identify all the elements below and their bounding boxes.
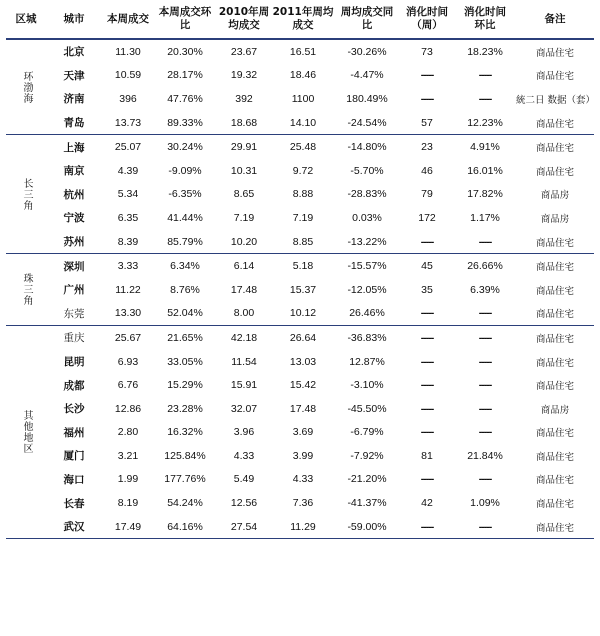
weekly-value: 10.59 [114, 69, 142, 82]
digest-value: ----- [420, 331, 434, 344]
note-text: 商品住宅 [535, 143, 574, 155]
avg2011-value: 3.69 [292, 426, 314, 439]
table-row [6, 111, 594, 135]
city-name: 长春 [63, 497, 85, 510]
weekly-value: 13.30 [102, 302, 154, 326]
table-row [6, 444, 594, 468]
wow-value: 8.76% [170, 283, 200, 296]
avg2010-value: 12.56 [230, 497, 258, 510]
digest-wow-value: ----- [454, 230, 516, 254]
yoy-value: -6.79% [350, 426, 384, 439]
weekly-value: 12.86 [114, 402, 142, 415]
wow-value: -9.09% [168, 164, 202, 177]
digest-wow-value: ----- [478, 92, 492, 105]
avg2011-value: 9.72 [292, 164, 314, 177]
col-header-note: 备注 [516, 0, 594, 39]
avg2010-value: 29.91 [230, 141, 258, 154]
note-text: 商品住宅 [535, 285, 574, 297]
digest-value: 42 [421, 497, 433, 510]
wow-value: 28.17% [167, 69, 203, 82]
avg2011-value: 8.88 [292, 188, 314, 201]
digest-wow-value: 16.01% [467, 164, 503, 177]
table-row [6, 64, 594, 88]
avg2011-value: 14.10 [272, 111, 334, 135]
wow-value: 20.30% [167, 45, 203, 58]
table-row [6, 491, 594, 515]
weekly-value: 11.30 [115, 45, 141, 58]
table-row [6, 278, 594, 302]
digest-wow-value: 18.23% [467, 45, 503, 58]
table-row [6, 373, 594, 397]
avg2011-value: 13.03 [289, 355, 317, 368]
yoy-value: -5.70% [350, 164, 384, 177]
avg2011-value: 15.37 [289, 283, 317, 296]
yoy-value: -21.20% [347, 473, 387, 486]
digest-wow-value: 6.39% [470, 283, 500, 296]
digest-value: 79 [421, 188, 433, 201]
wow-value: 85.79% [154, 230, 216, 254]
avg2011-value: 8.85 [272, 230, 334, 254]
housing-sales-table [6, 0, 594, 539]
table-row [6, 159, 594, 183]
col-header-wow: 本周成交环 比 [154, 0, 216, 39]
avg2010-value: 18.68 [216, 111, 272, 135]
digest-wow-value: 1.17% [470, 211, 500, 224]
col-header-avg2010: 2010年周 均成交 [216, 0, 272, 39]
digest-value: ----- [400, 230, 454, 254]
wow-value: 41.44% [167, 211, 203, 224]
wow-value: 21.65% [167, 331, 203, 344]
weekly-value: 3.33 [117, 260, 139, 273]
avg2011-value: 11.29 [272, 515, 334, 539]
avg2010-value: 7.19 [233, 211, 255, 224]
city-name: 苏州 [46, 230, 102, 254]
table-row [6, 397, 594, 421]
avg2010-value: 32.07 [230, 402, 258, 415]
avg2011-value: 17.48 [289, 402, 317, 415]
note-text: 商品住宅 [535, 262, 574, 274]
wow-value: 89.33% [154, 111, 216, 135]
avg2010-value: 17.48 [230, 283, 258, 296]
wow-value: 15.29% [167, 379, 203, 392]
avg2010-value: 27.54 [216, 515, 272, 539]
digest-wow-value: 21.84% [467, 449, 503, 462]
table-row [6, 87, 594, 111]
table-row [6, 326, 594, 350]
city-name: 济南 [63, 93, 85, 106]
avg2011-value: 4.33 [292, 473, 314, 486]
wow-value: 54.24% [167, 497, 203, 510]
avg2011-value: 16.51 [289, 45, 317, 58]
weekly-value: 3.21 [117, 449, 139, 462]
weekly-value: 4.39 [117, 164, 139, 177]
wow-value: 125.84% [164, 449, 206, 462]
note-text: 商品房 [540, 404, 570, 416]
note-text: 商品住宅 [516, 302, 594, 326]
yoy-value: 180.49% [346, 92, 388, 105]
note-text: 商品住宅 [516, 515, 594, 539]
avg2011-value: 5.18 [292, 260, 314, 273]
note-text: 商品住宅 [535, 475, 574, 487]
note-text: 商品房 [540, 213, 570, 225]
avg2011-value: 18.46 [289, 69, 317, 82]
avg2011-value: 7.36 [292, 497, 314, 510]
table-row [6, 230, 594, 254]
yoy-value: -41.37% [347, 497, 387, 510]
digest-wow-value: ----- [478, 473, 492, 486]
note-text: 商品住宅 [535, 499, 574, 511]
note-text: 商品住宅 [535, 451, 574, 463]
weekly-value: 25.67 [114, 331, 142, 344]
yoy-value: -14.80% [347, 141, 387, 154]
digest-value: 35 [421, 283, 433, 296]
table-row [6, 421, 594, 445]
yoy-value: -13.22% [334, 230, 400, 254]
wow-value: 52.04% [154, 302, 216, 326]
wow-value: 177.76% [164, 473, 206, 486]
city-name: 天津 [63, 69, 85, 82]
digest-value: ----- [420, 92, 434, 105]
note-text: 商品住宅 [516, 111, 594, 135]
city-name: 武汉 [46, 515, 102, 539]
col-header-avg2011: 2011年周均 成交 [272, 0, 334, 39]
city-name: 长沙 [63, 403, 85, 416]
digest-wow-value: ----- [478, 426, 492, 439]
avg2010-value: 23.67 [230, 45, 258, 58]
avg2010-value: 5.49 [233, 473, 255, 486]
table-row [6, 183, 594, 207]
table-body [6, 39, 594, 539]
yoy-value: -30.26% [347, 45, 387, 58]
city-name: 海口 [63, 473, 85, 486]
avg2010-value: 8.00 [216, 302, 272, 326]
digest-value: 23 [421, 141, 433, 154]
header-row [6, 0, 594, 39]
avg2010-value: 6.14 [233, 260, 255, 273]
avg2010-value: 42.18 [230, 331, 258, 344]
digest-value: 172 [418, 211, 436, 224]
digest-value: ----- [420, 379, 434, 392]
note-text: 商品房 [540, 190, 570, 202]
region-label: 长三角 [6, 135, 46, 254]
digest-value: 45 [421, 260, 433, 273]
digest-value: ----- [420, 426, 434, 439]
digest-value: ----- [420, 473, 434, 486]
city-name: 杭州 [63, 188, 85, 201]
city-name: 南京 [63, 165, 85, 178]
weekly-value: 2.80 [117, 426, 139, 439]
city-name: 福州 [63, 426, 85, 439]
col-header-region: 区城 [6, 0, 46, 39]
avg2010-value: 11.54 [231, 355, 257, 368]
yoy-value: -15.57% [347, 260, 387, 273]
digest-value: ----- [400, 515, 454, 539]
avg2010-value: 392 [235, 92, 253, 105]
digest-wow-value: 17.82% [467, 188, 503, 201]
note-text: 商品住宅 [535, 71, 574, 83]
city-name: 广州 [63, 284, 85, 297]
weekly-value: 1.99 [117, 473, 139, 486]
yoy-value: -45.50% [347, 402, 387, 415]
avg2011-value: 10.12 [272, 302, 334, 326]
table-row [6, 135, 594, 159]
weekly-value: 11.22 [115, 283, 141, 296]
avg2010-value: 15.91 [230, 379, 258, 392]
wow-value: 16.32% [167, 426, 203, 439]
avg2010-value: 4.33 [233, 449, 255, 462]
digest-value: 57 [400, 111, 454, 135]
avg2010-value: 3.96 [233, 426, 255, 439]
yoy-value: 0.03% [352, 211, 382, 224]
note-text: 商品住宅 [535, 381, 574, 393]
note-text: 統二日 数据（套） [516, 94, 596, 106]
note-text: 商品住宅 [535, 47, 574, 59]
digest-value: ----- [400, 302, 454, 326]
digest-wow-value: 1.09% [470, 497, 500, 510]
table-row [6, 468, 594, 492]
yoy-value: -28.83% [347, 188, 387, 201]
wow-value: -6.35% [168, 188, 202, 201]
weekly-value: 8.39 [102, 230, 154, 254]
wow-value: 30.24% [167, 141, 203, 154]
weekly-value: 8.19 [117, 497, 139, 510]
yoy-value: -12.05% [347, 283, 387, 296]
col-header-weekly: 本周成交 [102, 0, 154, 39]
digest-wow-value: ----- [478, 402, 492, 415]
note-text: 商品住宅 [535, 357, 574, 369]
table-row [6, 302, 594, 326]
city-name: 重庆 [63, 332, 85, 345]
city-name: 北京 [63, 46, 85, 59]
avg2010-value: 10.31 [230, 164, 258, 177]
avg2011-value: 1100 [291, 92, 315, 105]
col-header-city: 城市 [46, 0, 102, 39]
digest-wow-value: ----- [454, 515, 516, 539]
avg2011-value: 25.48 [289, 141, 317, 154]
digest-wow-value: ----- [478, 355, 492, 368]
region-label: 其他地区 [6, 326, 46, 539]
yoy-value: -3.10% [350, 379, 384, 392]
note-text: 商品住宅 [535, 166, 574, 178]
digest-wow-value: 12.23% [454, 111, 516, 135]
note-text: 商品住宅 [535, 428, 574, 440]
wow-value: 23.28% [167, 402, 203, 415]
digest-wow-value: ----- [454, 302, 516, 326]
weekly-value: 396 [119, 92, 137, 105]
avg2011-value: 3.99 [292, 449, 314, 462]
avg2011-value: 26.64 [289, 331, 317, 344]
region-label: 珠三角 [6, 254, 46, 326]
city-name: 成都 [63, 379, 85, 392]
col-header-digest: 消化时间 （周） [400, 0, 454, 39]
yoy-value: -59.00% [334, 515, 400, 539]
weekly-value: 25.07 [114, 141, 142, 154]
city-name: 上海 [63, 141, 85, 154]
city-name: 东莞 [46, 302, 102, 326]
city-name: 厦门 [63, 450, 85, 463]
table-row [6, 254, 594, 278]
col-header-digest-wow: 消化时间 环比 [454, 0, 516, 39]
wow-value: 47.76% [167, 92, 203, 105]
note-text: 商品住宅 [535, 333, 574, 345]
yoy-value: -24.54% [334, 111, 400, 135]
yoy-value: -7.92% [350, 449, 384, 462]
wow-value: 64.16% [154, 515, 216, 539]
col-header-yoy: 周均成交同 比 [334, 0, 400, 39]
digest-wow-value: 4.91% [470, 141, 500, 154]
weekly-value: 5.34 [117, 188, 139, 201]
table-row [6, 350, 594, 374]
city-name: 宁波 [63, 212, 85, 225]
digest-value: ----- [420, 402, 434, 415]
yoy-value: -36.83% [347, 331, 387, 344]
avg2011-value: 7.19 [292, 211, 314, 224]
digest-value: ----- [420, 355, 434, 368]
city-name: 昆明 [63, 356, 85, 369]
avg2011-value: 15.42 [289, 379, 317, 392]
table-row [6, 39, 594, 64]
region-label: 环渤海 [6, 39, 46, 135]
digest-wow-value: 26.66% [467, 260, 503, 273]
avg2010-value: 19.32 [230, 69, 258, 82]
digest-value: 81 [421, 449, 433, 462]
digest-value: ----- [420, 69, 434, 82]
city-name: 深圳 [63, 260, 85, 273]
wow-value: 33.05% [167, 355, 203, 368]
table-row [6, 206, 594, 230]
avg2010-value: 8.65 [233, 188, 255, 201]
weekly-value: 17.49 [102, 515, 154, 539]
avg2010-value: 10.20 [216, 230, 272, 254]
wow-value: 6.34% [170, 260, 200, 273]
yoy-value: -4.47% [350, 69, 384, 82]
weekly-value: 6.93 [117, 355, 139, 368]
digest-wow-value: ----- [478, 379, 492, 392]
weekly-value: 6.35 [117, 211, 139, 224]
digest-wow-value: ----- [478, 69, 492, 82]
table-row [6, 515, 594, 539]
note-text: 商品住宅 [516, 230, 594, 254]
weekly-value: 6.76 [117, 379, 139, 392]
yoy-value: 26.46% [334, 302, 400, 326]
digest-wow-value: ----- [478, 331, 492, 344]
digest-value: 73 [421, 45, 433, 58]
yoy-value: 12.87% [349, 355, 385, 368]
city-name: 青岛 [46, 111, 102, 135]
weekly-value: 13.73 [102, 111, 154, 135]
digest-value: 46 [421, 164, 433, 177]
